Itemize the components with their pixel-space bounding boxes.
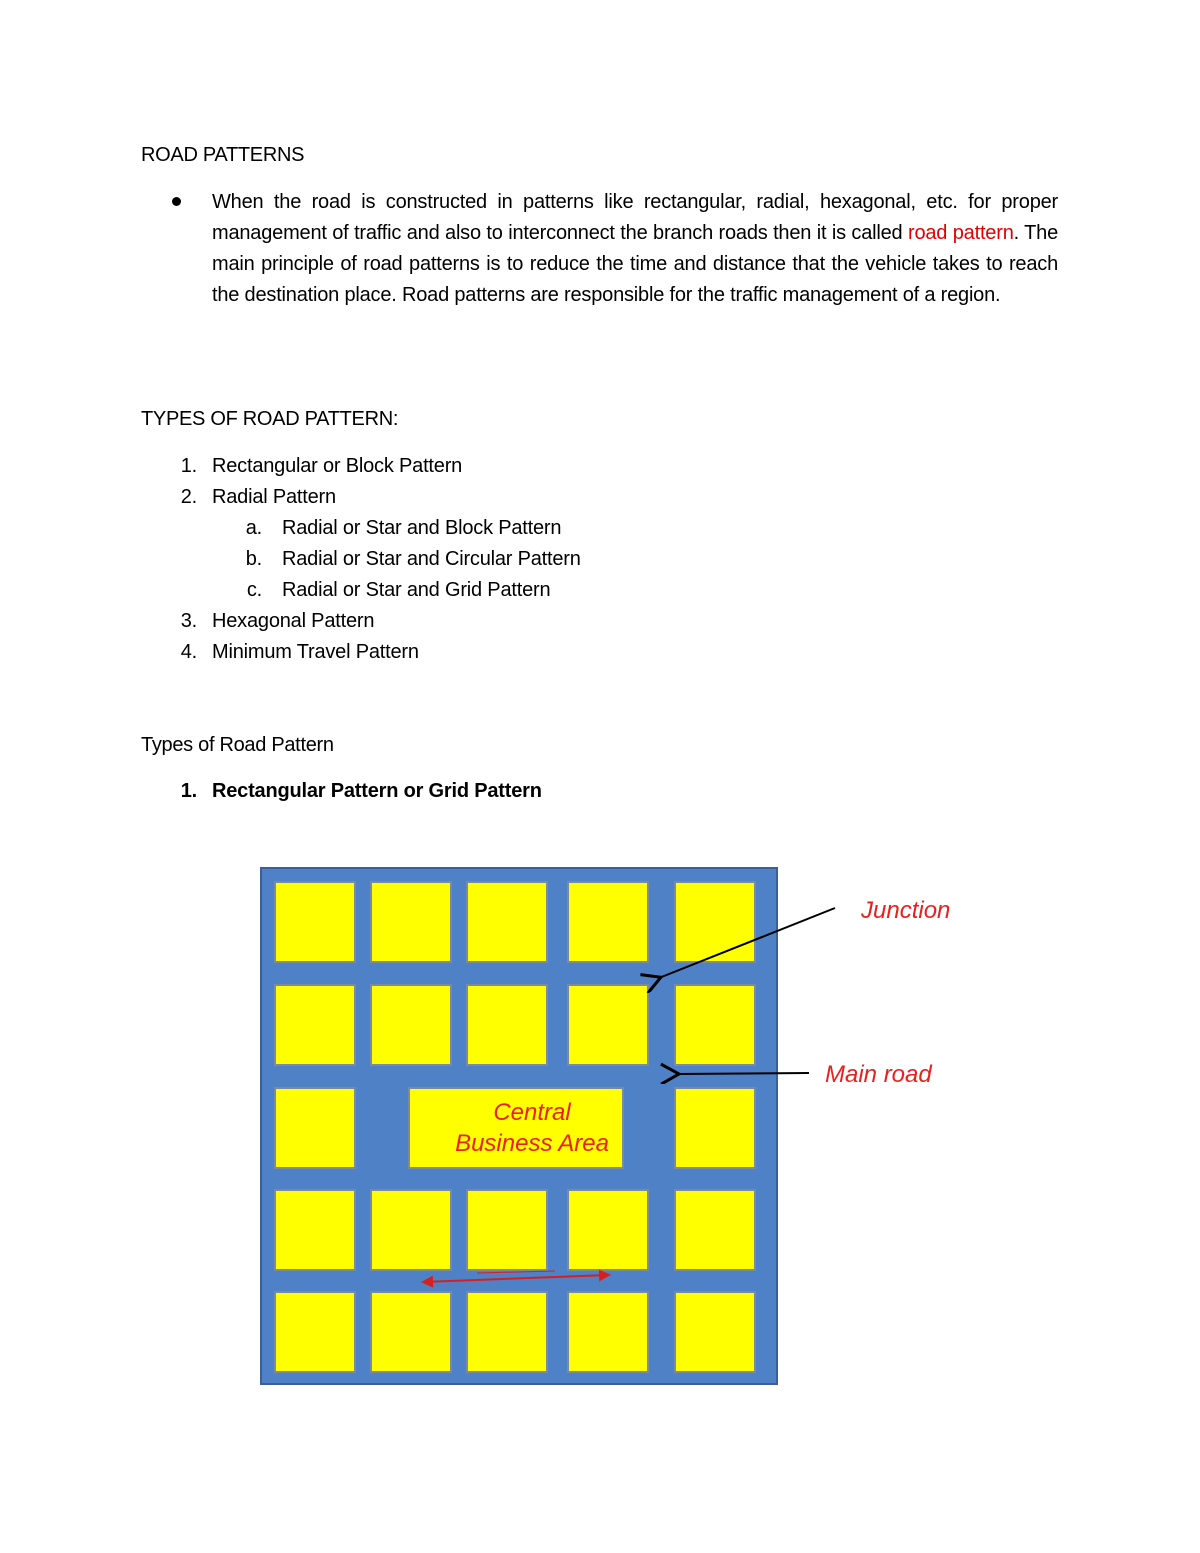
paragraph-text-start: When the road is constructed in patterns like rectangular, radial, hexagonal, etc. for proper management of traffic and also to interconnect the branch roads then it is called — [212, 191, 1058, 244]
city-block — [675, 985, 755, 1065]
city-block — [568, 882, 648, 962]
city-block — [675, 1088, 755, 1168]
city-block — [675, 1190, 755, 1270]
city-block — [675, 882, 755, 962]
city-block — [371, 1190, 451, 1270]
city-block — [467, 1292, 547, 1372]
subheading-text: Rectangular Pattern or Grid Pattern — [212, 780, 542, 802]
city-block — [371, 985, 451, 1065]
junction-label: Junction — [861, 897, 951, 924]
list-number: 1. — [180, 455, 197, 477]
list-text: Radial Pattern — [212, 486, 336, 508]
bullet-dot — [172, 197, 181, 206]
city-block — [371, 1292, 451, 1372]
grid-pattern-diagram — [255, 860, 975, 1410]
list-text: Hexagonal Pattern — [212, 610, 375, 632]
city-block — [275, 985, 355, 1065]
city-block — [275, 1088, 355, 1168]
list-text: Rectangular or Block Pattern — [212, 455, 463, 477]
city-block — [675, 1292, 755, 1372]
paragraph-text-end: . The main principle of road patterns is to reduce the time and distance that the vehicle takes to reach the destination place. Road patterns are responsible for the traffic management of a region. — [212, 222, 1059, 306]
city-block — [568, 1190, 648, 1270]
main-road-arrow — [677, 1073, 809, 1074]
city-block — [467, 985, 547, 1065]
city-block — [467, 882, 547, 962]
list-text: Minimum Travel Pattern — [212, 641, 419, 663]
main-road-label: Main road — [825, 1061, 932, 1088]
city-block — [275, 1292, 355, 1372]
list-letter: c. — [246, 579, 262, 601]
section-title-road-patterns: ROAD PATTERNS — [141, 144, 305, 166]
city-block — [275, 1190, 355, 1270]
city-block — [467, 1190, 547, 1270]
intro-bullet — [172, 187, 1058, 311]
section-title-types-of-road-pattern: Types of Road Pattern — [141, 734, 334, 756]
list-letter: b. — [245, 548, 262, 570]
list-text: Radial or Star and Block Pattern — [282, 517, 562, 539]
city-block — [371, 882, 451, 962]
city-block — [568, 1292, 648, 1372]
city-block — [275, 882, 355, 962]
list-letter: a. — [245, 517, 262, 539]
list-number: 2. — [180, 486, 197, 508]
road-pattern-link[interactable]: road pattern — [908, 222, 1014, 244]
cba-label-line2: Business Area — [455, 1130, 609, 1157]
intro-paragraph — [212, 187, 1058, 311]
list-text: Radial or Star and Circular Pattern — [282, 548, 581, 570]
list-number: 3. — [180, 610, 197, 632]
city-block — [568, 985, 648, 1065]
cba-label-line1: Central — [493, 1099, 571, 1126]
list-text: Radial or Star and Grid Pattern — [282, 579, 551, 601]
subheading-number: 1. — [180, 780, 197, 802]
section-title-types: TYPES OF ROAD PATTERN: — [141, 408, 399, 430]
list-number: 4. — [180, 641, 197, 663]
